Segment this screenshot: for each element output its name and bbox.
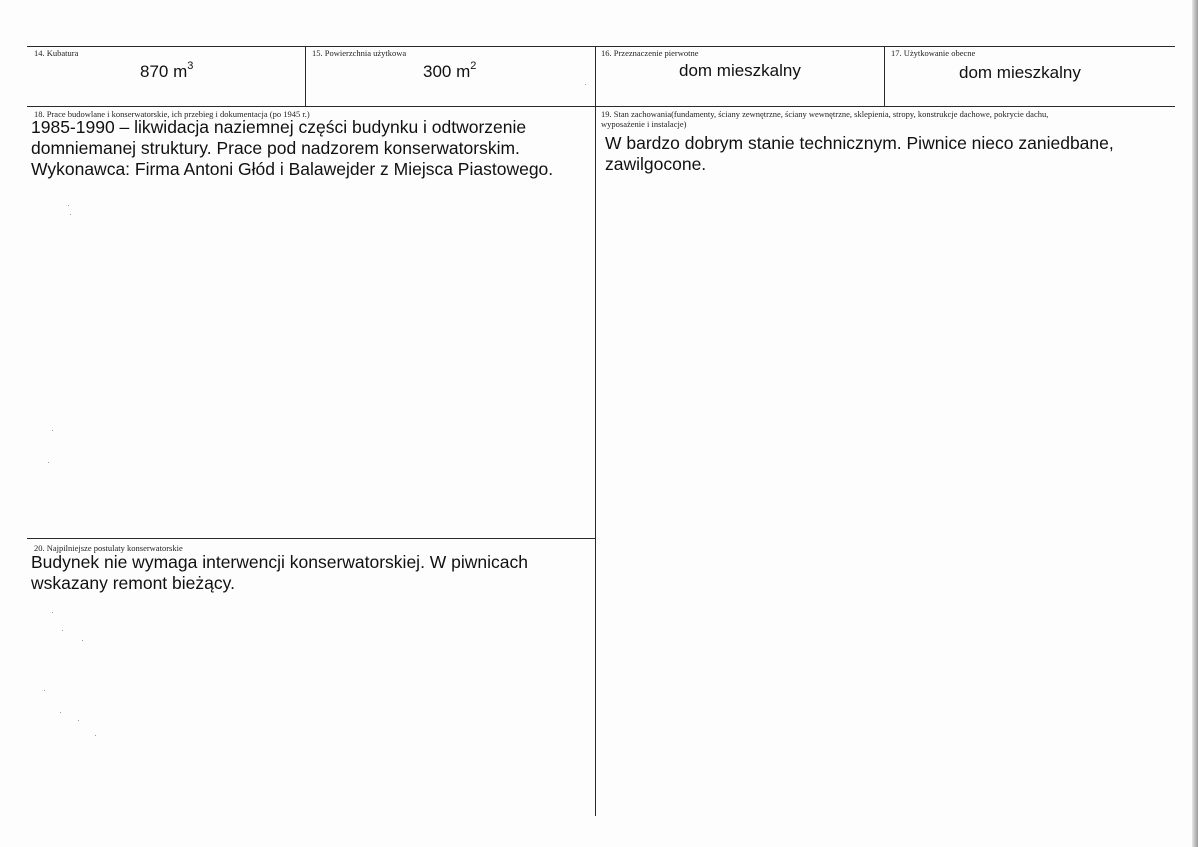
kubatura-exponent: 3 bbox=[187, 60, 194, 72]
scan-speck bbox=[95, 735, 96, 736]
scan-speck bbox=[48, 462, 49, 463]
kubatura-label: 14. Kubatura bbox=[34, 48, 79, 58]
scan-speck bbox=[82, 640, 83, 641]
row1-divider-3 bbox=[884, 46, 885, 107]
przeznaczenie-value: dom mieszkalny bbox=[679, 61, 801, 80]
prace-line-1: 1985-1990 – likwidacja naziemnej części budynku i odtworzenie bbox=[31, 117, 527, 137]
stan-label-line-1: 19. Stan zachowania(fundamenty, ściany zewnętrzne, ściany wewnętrzne, sklepienia, stropy, konstrukcje dachowe, pokrycie dachu, bbox=[601, 109, 1049, 119]
main-center-divider bbox=[595, 46, 596, 816]
stan-line-2: zawilgocone. bbox=[605, 154, 707, 174]
scan-speck bbox=[70, 214, 71, 215]
scan-page-edge bbox=[1192, 0, 1198, 847]
table-top-border bbox=[27, 46, 1175, 47]
scan-speck bbox=[44, 690, 45, 691]
postulaty-line-1: Budynek nie wymaga interwencji konserwatorskiej. W piwnicach bbox=[31, 552, 529, 572]
postulaty-label: 20. Najpilniejsze postulaty konserwatorskie bbox=[34, 543, 183, 553]
kubatura-number: 870 m bbox=[140, 62, 188, 81]
stan-text bbox=[605, 133, 1129, 175]
prace-label: 18. Prace budowlane i konserwatorskie, ich przebieg i dokumentacja (po 1945 r.) bbox=[34, 109, 310, 119]
prace-line-2: domniemanej struktury. Prace pod nadzorem konserwatorskim. bbox=[31, 138, 520, 158]
stan-label-line-2: wyposażenie i instalacje) bbox=[601, 119, 687, 129]
scan-speck bbox=[78, 720, 79, 721]
prace-text bbox=[31, 117, 591, 180]
scan-speck bbox=[52, 430, 53, 431]
scan-speck bbox=[52, 612, 53, 613]
row1-bottom-border bbox=[27, 106, 1175, 107]
scan-speck bbox=[585, 84, 586, 85]
section-18-bottom-border bbox=[27, 538, 595, 539]
postulaty-text bbox=[31, 552, 576, 594]
stan-line-1: W bardzo dobrym stanie technicznym. Piwnice nieco zaniedbane, bbox=[605, 133, 1114, 153]
powierzchnia-exponent: 2 bbox=[470, 60, 477, 72]
kubatura-value bbox=[140, 62, 193, 82]
uzytkowanie-label: 17. Użytkowanie obecne bbox=[891, 48, 976, 58]
scan-speck bbox=[60, 712, 61, 713]
uzytkowanie-value: dom mieszkalny bbox=[959, 63, 1081, 82]
powierzchnia-label: 15. Powierzchnia użytkowa bbox=[312, 48, 407, 58]
przeznaczenie-label: 16. Przeznaczenie pierwotne bbox=[601, 48, 699, 58]
scan-speck bbox=[62, 630, 63, 631]
row1-divider-1 bbox=[305, 46, 306, 107]
postulaty-line-2: wskazany remont bieżący. bbox=[31, 573, 235, 593]
powierzchnia-value bbox=[423, 62, 476, 82]
scan-speck bbox=[68, 205, 69, 206]
powierzchnia-number: 300 m bbox=[423, 62, 471, 81]
prace-line-3: Wykonawca: Firma Antoni Głód i Balawejder z Miejsca Piastowego. bbox=[31, 159, 554, 179]
